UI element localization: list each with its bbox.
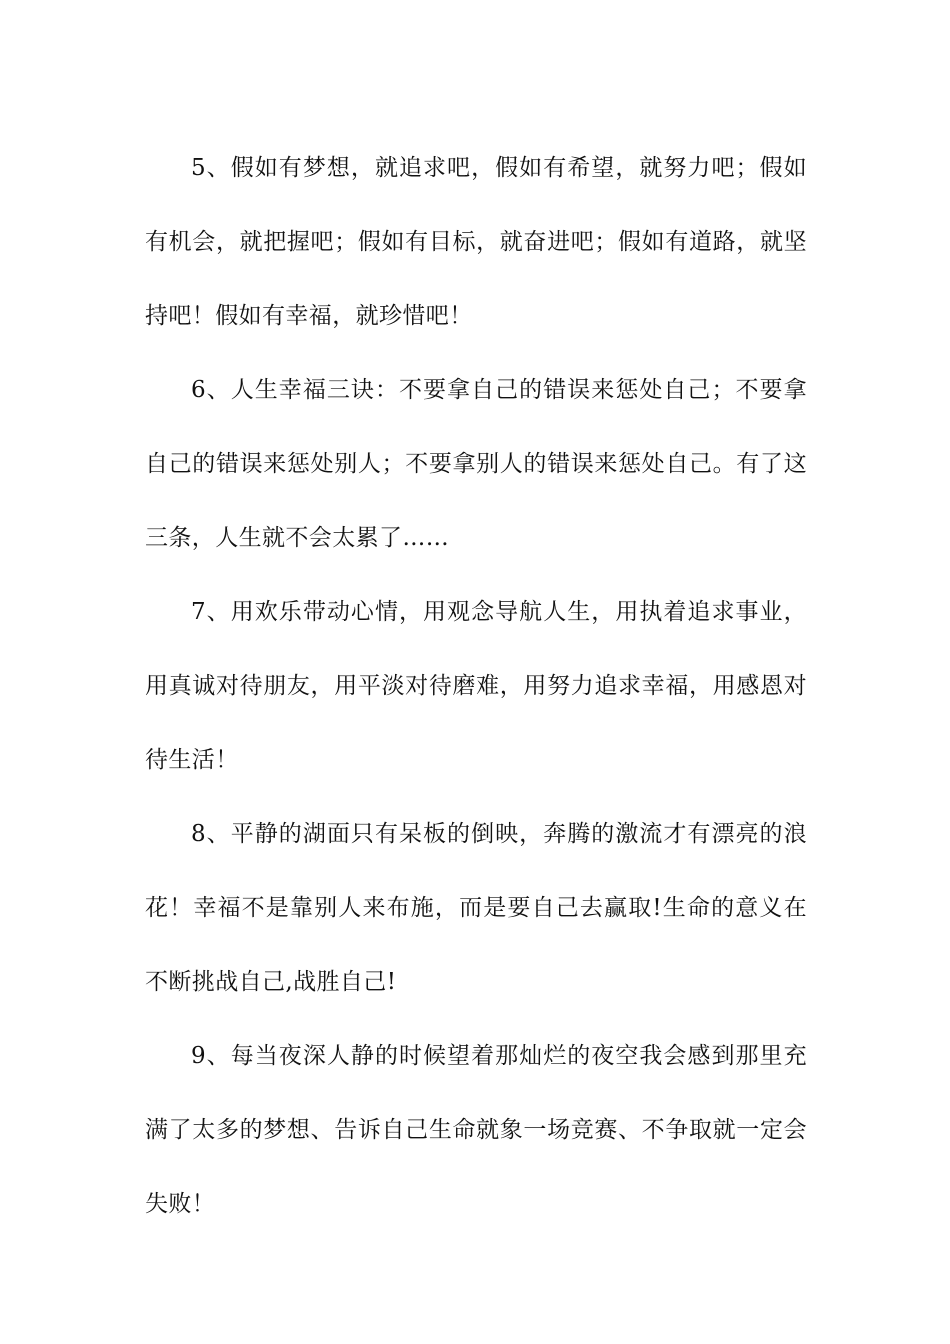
paragraph-9: 9、每当夜深人静的时候望着那灿烂的夜空我会感到那里充满了太多的梦想、告诉自己生命就象一场竞赛、不争取就一定会失败！ <box>145 1043 807 1217</box>
paragraph-8: 8、平静的湖面只有呆板的倒映，奔腾的激流才有漂亮的浪花！幸福不是靠别人来布施，而是要自己去赢取!生命的意义在不断挑战自己,战胜自己! <box>145 821 807 995</box>
document-body <box>145 131 807 1241</box>
paragraph-5: 5、假如有梦想，就追求吧，假如有希望，就努力吧；假如有机会，就把握吧；假如有目标，就奋进吧；假如有道路，就坚持吧！假如有幸福，就珍惜吧！ <box>145 155 807 329</box>
paragraph-6: 6、人生幸福三诀：不要拿自己的错误来惩处自己；不要拿自己的错误来惩处别人；不要拿别人的错误来惩处自己。有了这三条，人生就不会太累了…… <box>145 377 807 551</box>
paragraph-7: 7、用欢乐带动心情，用观念导航人生，用执着追求事业，用真诚对待朋友，用平淡对待磨难，用努力追求幸福，用感恩对待生活！ <box>145 599 807 773</box>
